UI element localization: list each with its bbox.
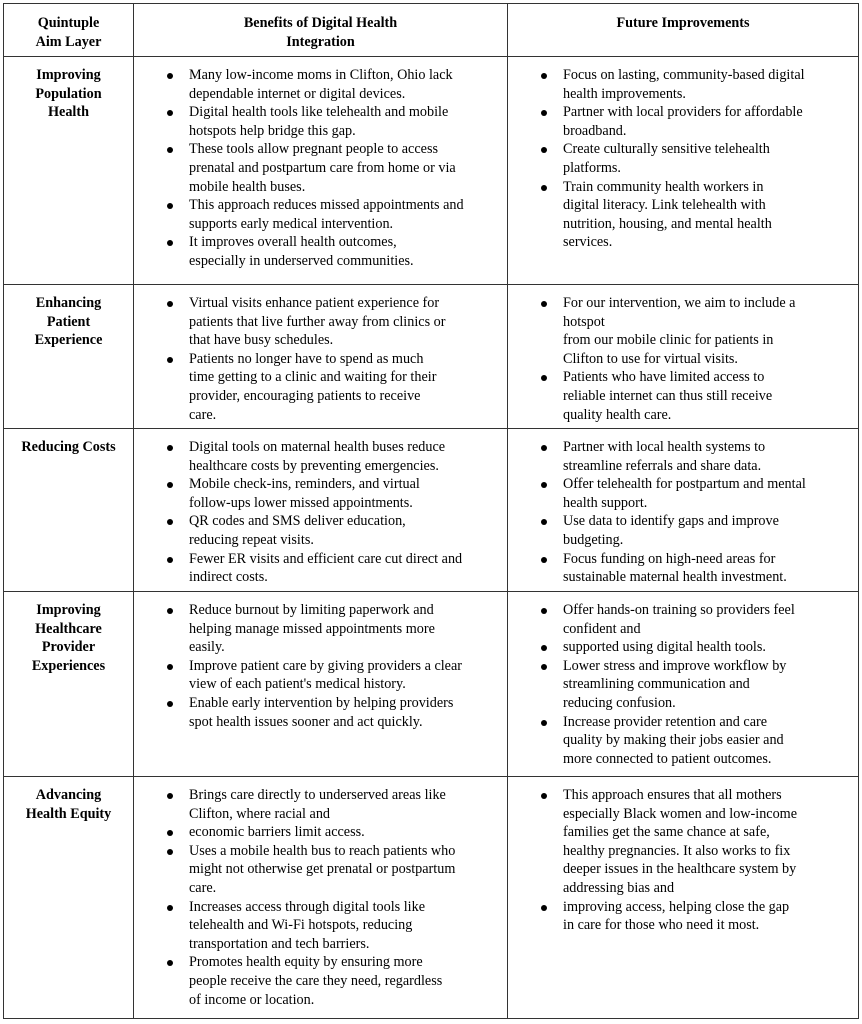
list-item-text: Uses a mobile health bus to reach patients who might not otherwise get prenatal or postpartum care.	[189, 842, 456, 896]
list-item-text: Offer hands-on training so providers feel confident and	[563, 602, 795, 637]
benefits-list	[134, 777, 507, 1009]
list-item-text: Enable early intervention by helping providers spot health issues sooner and act quickly.	[189, 694, 454, 730]
header-benefits-text: Benefits of Digital Health Integration	[243, 15, 398, 50]
list-item-text: It improves overall health outcomes, especially in underserved communities.	[189, 234, 414, 269]
bullet-icon	[167, 482, 173, 488]
improvements-cell	[508, 285, 859, 429]
bullet-icon	[541, 73, 547, 79]
bullet-icon	[167, 301, 173, 307]
list-item-text: Partner with local providers for affordable broadband.	[563, 104, 803, 139]
list-item	[563, 475, 850, 512]
list-item	[189, 103, 499, 140]
aim-layer-cell	[4, 592, 134, 777]
list-item	[563, 294, 850, 368]
bullet-icon	[167, 608, 173, 614]
benefits-cell	[134, 429, 508, 592]
bullet-icon	[167, 240, 173, 246]
list-item-text: Mobile check-ins, reminders, and virtual follow-ups lower missed appointments.	[189, 476, 420, 511]
bullet-icon	[167, 519, 173, 525]
list-item-text: Patients no longer have to spend as much time getting to a clinic and waiting for their provider, encouraging patients to receive care.	[189, 350, 437, 423]
header-layer	[4, 4, 134, 57]
bullet-icon	[541, 445, 547, 451]
benefits-list	[134, 57, 507, 271]
header-layer-text: Quintuple Aim Layer	[35, 15, 102, 50]
aim-layer-label: Advancing Health Equity	[25, 787, 112, 822]
list-item	[189, 550, 499, 587]
list-item-text: Use data to identify gaps and improve budgeting.	[563, 513, 779, 548]
list-item-text: Offer telehealth for postpartum and mental health support.	[563, 476, 806, 511]
bullet-icon	[167, 357, 173, 363]
list-item-text: These tools allow pregnant people to access prenatal and postpartum care from home or via mobile health buses.	[189, 141, 456, 195]
improvements-cell	[508, 777, 859, 1019]
header-benefits	[134, 4, 508, 57]
bullet-icon	[541, 664, 547, 670]
list-item-text: Promotes health equity by ensuring more people receive the care they need, regardless of income or location.	[189, 954, 443, 1008]
bullet-icon	[167, 905, 173, 911]
list-item	[563, 657, 850, 713]
bullet-icon	[541, 301, 547, 307]
bullet-icon	[167, 701, 173, 707]
benefits-cell	[134, 285, 508, 429]
list-item-text: QR codes and SMS deliver education, reducing repeat visits.	[189, 513, 406, 548]
list-item	[189, 842, 499, 898]
list-item	[563, 178, 850, 252]
header-improvements-text: Future Improvements	[616, 15, 750, 31]
improvements-cell	[508, 57, 859, 285]
list-item	[189, 953, 499, 1009]
table-row	[4, 592, 859, 777]
list-item-text: Digital health tools like telehealth and mobile hotspots help bridge this gap.	[189, 104, 449, 139]
bullet-icon	[167, 960, 173, 966]
list-item-text: improving access, helping close the gap in care for those who need it most.	[563, 898, 790, 934]
list-item	[189, 438, 499, 475]
aim-layer-cell	[4, 57, 134, 285]
bullet-icon	[541, 720, 547, 726]
list-item	[563, 713, 850, 769]
aim-layer-label: Improving Healthcare Provider Experiences	[31, 602, 106, 674]
bullet-icon	[167, 557, 173, 563]
list-item-text: This approach reduces missed appointments and supports early medical intervention.	[189, 197, 464, 232]
list-item-text: Increases access through digital tools like telehealth and Wi-Fi hotspots, reducing transportation and tech barriers.	[189, 898, 425, 952]
list-item	[563, 103, 850, 140]
list-item	[189, 694, 499, 731]
list-item-text: Virtual visits enhance patient experience for patients that live further away from clinics or that have busy schedules.	[189, 295, 446, 349]
improvements-cell	[508, 592, 859, 777]
bullet-icon	[167, 849, 173, 855]
bullet-icon	[167, 664, 173, 670]
table-row	[4, 57, 859, 285]
list-item-text: Digital tools on maternal health buses reduce healthcare costs by preventing emergencies.	[189, 439, 446, 474]
list-item-text: Improve patient care by giving providers a clear view of each patient's medical history.	[189, 657, 462, 693]
bullet-icon	[541, 375, 547, 381]
list-item	[189, 512, 499, 549]
list-item-text: For our intervention, we aim to include a hotspot from our mobile clinic for patients in Clifton to use for virtual visits.	[563, 295, 796, 367]
aim-layer-label: Reducing Costs	[21, 439, 116, 455]
header-improvements	[508, 4, 859, 57]
list-item-text: Focus on lasting, community-based digital health improvements.	[563, 67, 805, 102]
list-item	[563, 786, 850, 898]
table-row	[4, 429, 859, 592]
bullet-icon	[541, 110, 547, 116]
list-item	[189, 350, 499, 424]
list-item-text: Increase provider retention and care quality by making their jobs easier and more connected to patient outcomes.	[563, 713, 784, 767]
benefits-cell	[134, 777, 508, 1019]
list-item-text: Fewer ER visits and efficient care cut direct and indirect costs.	[189, 550, 463, 586]
list-item	[563, 898, 850, 935]
bullet-icon	[541, 905, 547, 911]
list-item-text: Focus funding on high-need areas for sustainable maternal health investment.	[563, 550, 787, 586]
list-item	[189, 898, 499, 954]
list-item	[563, 550, 850, 587]
list-item-text: This approach ensures that all mothers especially Black women and low-income families get the same chance at safe, healthy pregnancies. It also works to fix deeper issues in the healthcare system by addressing bias and	[563, 787, 798, 896]
list-item	[563, 66, 850, 103]
bullet-icon	[167, 73, 173, 79]
quintuple-aim-table	[3, 3, 859, 1019]
bullet-icon	[541, 147, 547, 153]
benefits-list	[134, 429, 507, 587]
improvements-list	[508, 57, 858, 252]
benefits-list	[134, 285, 507, 424]
list-item-text: supported using digital health tools.	[563, 639, 766, 656]
list-item-text: economic barriers limit access.	[189, 824, 365, 841]
list-item	[189, 196, 499, 233]
list-item-text: Brings care directly to underserved areas like Clifton, where racial and	[189, 787, 446, 822]
bullet-icon	[541, 793, 547, 799]
benefits-cell	[134, 57, 508, 285]
list-item	[189, 140, 499, 196]
bullet-icon	[167, 203, 173, 209]
bullet-icon	[541, 608, 547, 614]
list-item	[563, 512, 850, 549]
list-item-text: Patients who have limited access to reliable internet can thus still receive quality health care.	[563, 369, 773, 423]
list-item	[189, 294, 499, 350]
improvements-list	[508, 777, 858, 935]
aim-layer-label: Enhancing Patient Experience	[34, 295, 103, 349]
list-item	[189, 657, 499, 694]
list-item-text: Partner with local health systems to streamline referrals and share data.	[563, 439, 766, 474]
list-item	[189, 786, 499, 823]
list-item-text: Reduce burnout by limiting paperwork and helping manage missed appointments more easily.	[189, 602, 435, 656]
list-item	[563, 601, 850, 638]
bullet-icon	[541, 519, 547, 525]
bullet-icon	[167, 793, 173, 799]
list-item	[563, 140, 850, 177]
bullet-icon	[167, 445, 173, 451]
improvements-list	[508, 429, 858, 587]
bullet-icon	[167, 110, 173, 116]
list-item-text: Train community health workers in digital literacy. Link telehealth with nutrition, housing, and mental health services.	[563, 178, 772, 251]
table-row	[4, 777, 859, 1019]
list-item	[189, 601, 499, 657]
bullet-icon	[541, 645, 547, 651]
list-item	[563, 638, 850, 657]
benefits-cell	[134, 592, 508, 777]
bullet-icon	[167, 830, 173, 836]
benefits-list	[134, 592, 507, 731]
list-item	[563, 368, 850, 424]
list-item	[189, 475, 499, 512]
bullet-icon	[167, 147, 173, 153]
list-item	[563, 438, 850, 475]
aim-layer-label: Improving Population Health	[35, 67, 102, 121]
list-item-text: Lower stress and improve workflow by streamlining communication and reducing confusion.	[563, 657, 787, 711]
table-row	[4, 285, 859, 429]
improvements-cell	[508, 429, 859, 592]
aim-layer-cell	[4, 429, 134, 592]
aim-layer-cell	[4, 777, 134, 1019]
list-item	[189, 823, 499, 842]
bullet-icon	[541, 482, 547, 488]
header-row	[4, 4, 859, 57]
bullet-icon	[541, 557, 547, 563]
list-item-text: Create culturally sensitive telehealth platforms.	[563, 141, 770, 176]
improvements-list	[508, 285, 858, 424]
list-item-text: Many low-income moms in Clifton, Ohio lack dependable internet or digital devices.	[189, 67, 453, 102]
aim-layer-cell	[4, 285, 134, 429]
bullet-icon	[541, 185, 547, 191]
list-item	[189, 233, 499, 270]
improvements-list	[508, 592, 858, 768]
list-item	[189, 66, 499, 103]
